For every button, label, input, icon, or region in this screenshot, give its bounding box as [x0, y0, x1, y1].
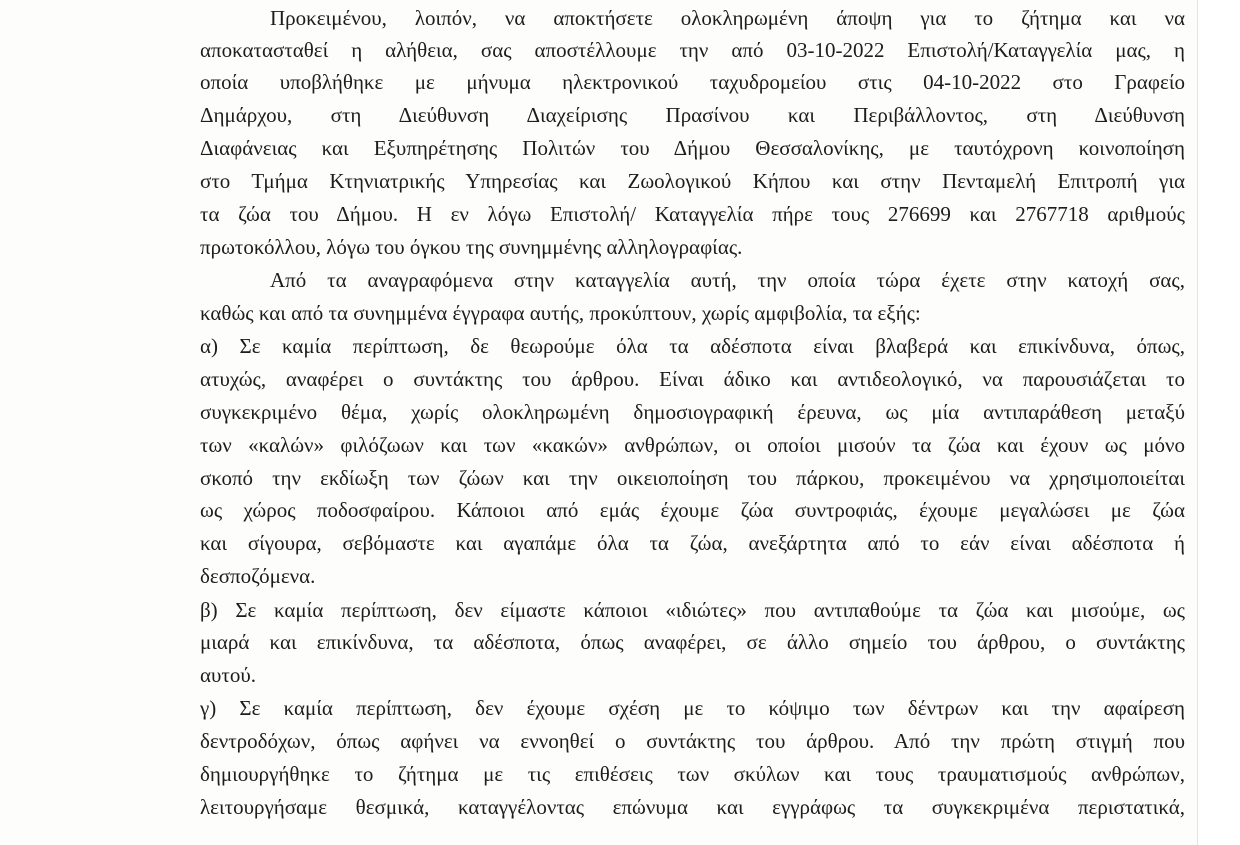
- paragraph-line: τα ζώα του Δήμου. Η εν λόγω Επιστολή/ Καταγγελία πήρε τους 276699 και 2767718 αριθμούς: [200, 202, 1185, 226]
- list-item-line: δεντροδόχων, όπως αφήνει να εννοηθεί ο συντάκτης του άρθρου. Από την πρώτη στιγμή που: [200, 729, 1185, 753]
- paragraph-line: πρωτοκόλλου, λόγω του όγκου της συνημμένης αλληλογραφίας.: [200, 235, 743, 259]
- paragraph-line: Δημάρχου, στη Διεύθυνση Διαχείρισης Πρασίνου και Περιβάλλοντος, στη Διεύθυνση: [200, 103, 1185, 127]
- list-item-line: ατυχώς, αναφέρει ο συντάκτης του άρθρου. Είναι άδικο και αντιδεολογικό, να παρουσιάζεται το: [200, 367, 1185, 391]
- paragraph-line: οποία υποβλήθηκε με μήνυμα ηλεκτρονικού ταχυδρομείου στις 04-10-2022 στο Γραφείο: [200, 70, 1185, 94]
- list-item-line: γ) Σε καμία περίπτωση, δεν έχουμε σχέση με το κόψιμο των δέντρων και την αφαίρεση: [200, 696, 1185, 720]
- list-item-line: α) Σε καμία περίπτωση, δε θεωρούμε όλα τα αδέσποτα είναι βλαβερά και επικίνδυνα, όπως,: [200, 334, 1185, 358]
- paragraph-line: Διαφάνειας και Εξυπηρέτησης Πολιτών του Δήμου Θεσσαλονίκης, με ταυτόχρονη κοινοποίηση: [200, 136, 1185, 160]
- paragraph-line: Από τα αναγραφόμενα στην καταγγελία αυτή, την οποία τώρα έχετε στην κατοχή σας,: [270, 268, 1185, 292]
- paragraph-line: Προκειμένου, λοιπόν, να αποκτήσετε ολοκληρωμένη άποψη για το ζήτημα και να: [270, 6, 1185, 30]
- list-item-line: ως χώρος ποδοσφαίρου. Κάποιοι από εμάς έχουμε ζώα συντροφιάς, έχουμε μεγαλώσει με ζώα: [200, 498, 1185, 522]
- list-item-line: δημιουργήθηκε το ζήτημα με τις επιθέσεις των σκύλων και τους τραυματισμούς ανθρώπων,: [200, 762, 1185, 786]
- scan-margin: [1198, 0, 1240, 845]
- list-item-line: σκοπό την εκδίωξη των ζώων και την οικειοποίηση του πάρκου, προκειμένου να χρησιμοποιείται: [200, 466, 1185, 490]
- paragraph-line: αποκατασταθεί η αλήθεια, σας αποστέλλουμε την από 03-10-2022 Επιστολή/Καταγγελία μας, η: [200, 38, 1185, 62]
- list-item-line: των «καλών» φιλόζωων και των «κακών» ανθρώπων, οι οποίοι μισούν τα ζώα και έχουν ως μόνο: [200, 433, 1185, 457]
- paragraph-line: στο Τμήμα Κτηνιατρικής Υπηρεσίας και Ζωολογικού Κήπου και στην Πενταμελή Επιτροπή για: [200, 169, 1185, 193]
- list-item-line: συγκεκριμένο θέμα, χωρίς ολοκληρωμένη δημοσιογραφική έρευνα, ως μία αντιπαράθεση μεταξύ: [200, 400, 1185, 424]
- paragraph-line: καθώς και από τα συνημμένα έγγραφα αυτής, προκύπτουν, χωρίς αμφιβολία, τα εξής:: [200, 301, 921, 325]
- list-item-line: αυτού.: [200, 663, 256, 687]
- list-item-line: μιαρά και επικίνδυνα, τα αδέσποτα, όπως αναφέρει, σε άλλο σημείο του άρθρου, ο συντάκτης: [200, 630, 1185, 654]
- list-item-line: β) Σε καμία περίπτωση, δεν είμαστε κάποιοι «ιδιώτες» που αντιπαθούμε τα ζώα και μισούμε, ως: [200, 598, 1185, 622]
- list-item-line: δεσποζόμενα.: [200, 564, 316, 588]
- list-item-line: λειτουργήσαμε θεσμικά, καταγγέλοντας επώνυμα και εγγράφως τα συγκεκριμένα περιστατικά,: [200, 795, 1185, 819]
- list-item-line: και σίγουρα, σεβόμαστε και αγαπάμε όλα τα ζώα, ανεξάρτητα από το εάν είναι αδέσποτα ή: [200, 531, 1185, 555]
